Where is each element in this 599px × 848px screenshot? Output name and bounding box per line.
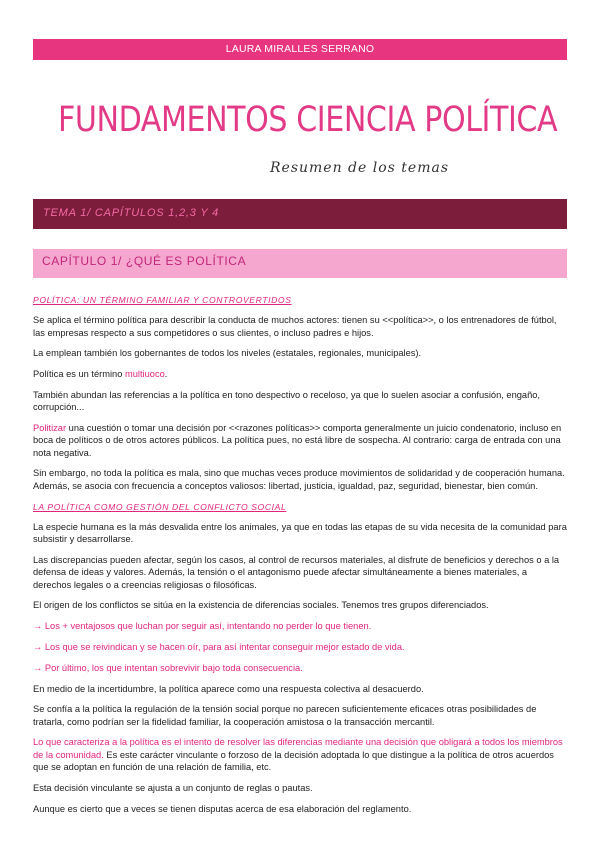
paragraph: El origen de los conflictos se sitúa en la existencia de diferencias sociales. Tenemos tres grupos diferenciados.: [33, 600, 489, 611]
paragraph: En medio de la incertidumbre, la política aparece como una respuesta colectiva al desacuerdo.: [33, 683, 424, 694]
tema-label: TEMA 1/ CAPÍTULOS 1,2,3 Y 4: [43, 207, 220, 219]
paragraph: Se confía a la política la regulación de la tensión social porque no parecen suficientemente eficaces otras posibilidades de tratarla, como podrían ser la fidelidad familiar, la cooperación amistosa o la transacción mercantil.: [33, 704, 537, 727]
text: una cuestión o tomar una decisión por <<razones políticas>> comporta generalmente un juicio condenatorio, incluso en boca de políticos o de otros actores públicos. La política pues, no está libre de sospecha. Al contrario: carga de entrada con una nota negativa.: [33, 423, 562, 458]
highlight-term: Politizar: [33, 423, 67, 434]
highlight-text: Lo que caracteriza a la política es el intento de resolver las diferencias mediante una decisión que obligará a todos los miembros de la comunidad.: [33, 737, 563, 760]
paragraph: Esta decisión vinculante se ajusta a un conjunto de reglas o pautas.: [33, 782, 313, 793]
tema-band: [33, 199, 567, 229]
section-heading-conflicto: LA POLÍTICA COMO GESTIÓN DEL CONFLICTO SOCIAL: [33, 501, 287, 512]
page-subtitle: Resumen de los temas: [270, 160, 450, 176]
arrow-list-item: → Los + ventajosos que luchan por seguir así, intentando no perder lo que tienen.: [33, 621, 372, 632]
author-name: LAURA MIRALLES SERRANO: [225, 43, 375, 55]
paragraph: [33, 736, 567, 773]
text: Es este carácter vinculante o forzoso de la decisión adoptada lo que distingue a la política de otros acuerdos que se adoptan en función de una relación de familia, etc.: [33, 749, 554, 773]
paragraph: La especie humana es la más desvalida entre los animales, ya que en todas las etapas de su vida necesita de la comunidad para subsistir y desarrollarse.: [33, 521, 567, 545]
page-title: FUNDAMENTOS CIENCIA POLÍTICA: [58, 100, 558, 140]
text: .: [164, 369, 168, 380]
paragraph: Aunque es cierto que a veces se tienen disputas acerca de esa elaboración del reglamento.: [33, 803, 412, 814]
paragraph: Sin embargo, no toda la política es mala, sino que muchas veces produce movimientos de solidaridad y de cooperación humana. Además, se asocia con frecuencia a conceptos valiosos: libertad, justicia, igualdad, paz, seguridad, bienestar, bien común.: [33, 468, 565, 491]
paragraph: [33, 368, 567, 380]
document-body: [33, 294, 567, 823]
arrow-list-item: → Por último, los que intentan sobrevivir bajo toda consecuencia.: [33, 662, 303, 673]
paragraph: También abundan las referencias a la política en tono despectivo o receloso, ya que lo suelen asociar a confusión, engaño, corrupción...: [33, 389, 541, 413]
paragraph: [33, 422, 567, 459]
paragraph: Se aplica el término política para describir la conducta de muchos actores: tienen su <<política>>, o los entrenadores de fútbol, las empresas respecto a sus competidores o sus clientes, o incluso padres e hijos.: [33, 315, 557, 338]
paragraph: Las discrepancias pueden afectar, según los casos, al control de recursos materiales, al disfrute de beneficios y derechos o a la defensa de ideas y valores. Además, la tensión o el antagonismo puede afectar simultáneamente a bienes materiales, a derechos legales o a creencias religiosas o filosóficas.: [33, 554, 560, 590]
section-heading-politica: POLÍTICA: UN TÉRMINO FAMILIAR Y CONTROVERTIDOS: [33, 295, 292, 305]
author-header-bar: [33, 39, 567, 60]
chapter-label: CAPÍTULO 1/ ¿QUÉ ES POLÍTICA: [42, 254, 247, 268]
arrow-list-item: → Los que se reivindican y se hacen oír, para así intentar conseguir mejor estado de vida.: [33, 641, 405, 652]
text: Política es un término: [33, 369, 125, 380]
highlight-term: multiuoco: [124, 369, 165, 380]
paragraph: La emplean también los gobernantes de todos los niveles (estatales, regionales, municipales).: [33, 348, 422, 359]
chapter-band: [33, 249, 567, 278]
